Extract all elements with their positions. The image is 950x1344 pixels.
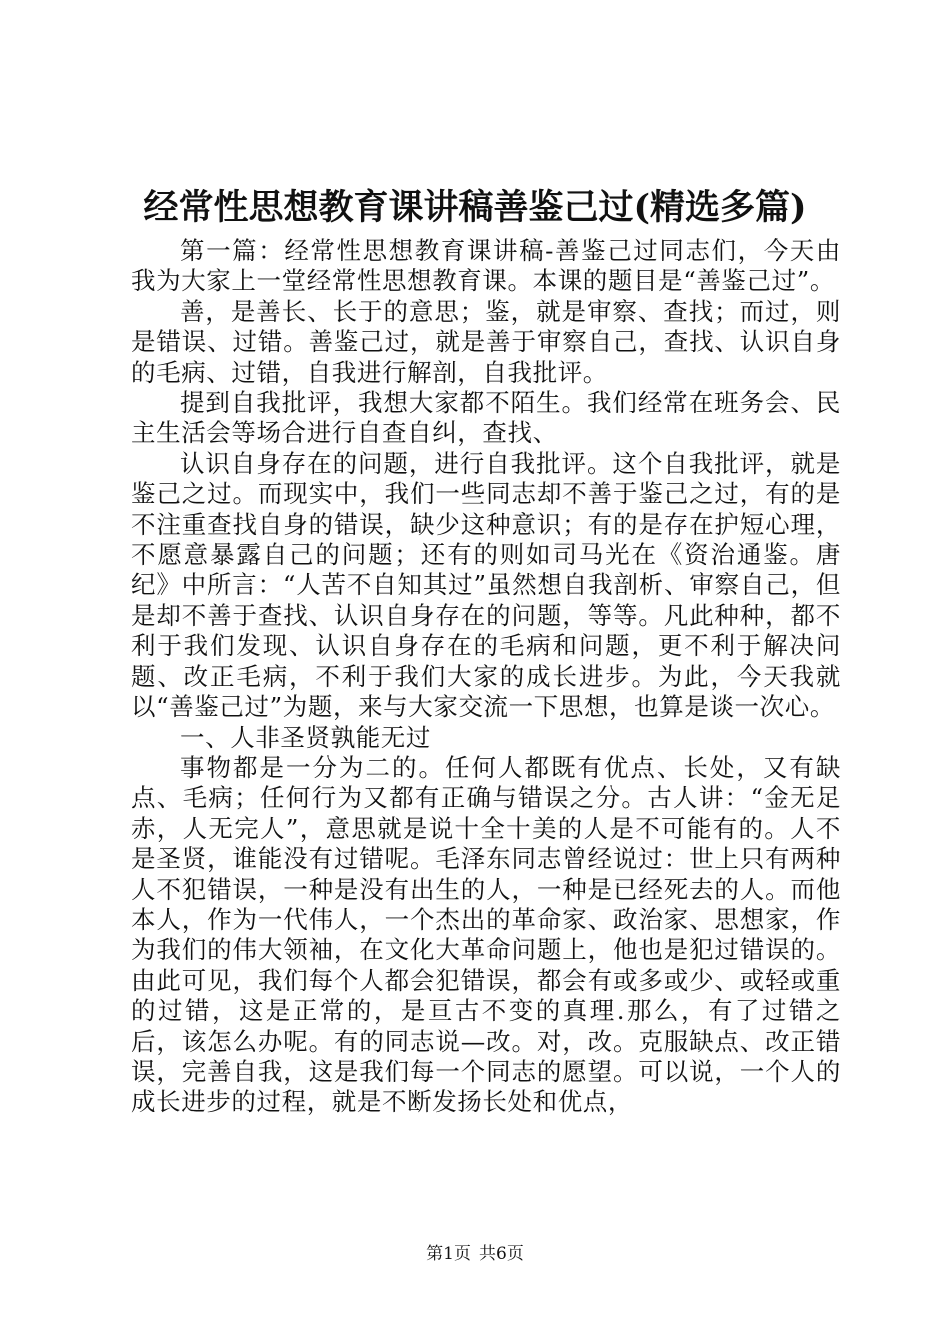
document-title: 经常性思想教育课讲稿善鉴己过(精选多篇) xyxy=(143,187,807,228)
paragraph: 事物都是一分为二的。任何人都既有优点、长处，又有缺点、毛病；任何行为又都有正确与错误之分。古人讲：“金无足赤，人无完人”，意思就是说十全十美的人是不可能有的。人不是圣贤，谁能没有过错呢。毛泽东同志曾经说过：世上只有两种人不犯错误，一种是没有出生的人，一种是已经死去的人。而他本人，作为一代伟人，一个杰出的革命家、政治家、思想家，作为我们的伟大领袖，在文化大革命问题上，他也是犯过错误的。由此可见，我们每个人都会犯错误，都会有或多或少、或轻或重的过错，这是正常的，是亘古不变的真理.那么，有了过错之后，该怎么办呢。有的同志说—改。对，改。克服缺点、改正错误，完善自我，这是我们每一个同志的愿望。可以说，一个人的成长进步的过程，就是不断发扬长处和优点， xyxy=(131,752,841,1117)
page-total: 共6页 xyxy=(479,1244,524,1264)
paragraph: 认识自身存在的问题，进行自我批评。这个自我批评，就是鉴己之过。而现实中，我们一些同志却不善于鉴己之过，有的是不注重查找自身的错误，缺少这种意识；有的是存在护短心理，不愿意暴露自己的问题；还有的则如司马光在《资治通鉴。唐纪》中所言：“人苦不自知其过”虽然想自我剖析、审察自己，但是却不善于查找、认识自身存在的问题，等等。凡此种种，都不利于我们发现、认识自身存在的毛病和问题，更不利于解决问题、改正毛病，不利于我们大家的成长进步。为此，今天我就以“善鉴己过”为题，来与大家交流一下思想，也算是谈一次心。 xyxy=(131,448,841,722)
paragraph: 提到自我批评，我想大家都不陌生。我们经常在班务会、民主生活会等场合进行自查自纠，查找、 xyxy=(131,388,841,448)
paragraph: 善，是善长、长于的意思；鉴，就是审察、查找；而过，则是错误、过错。善鉴己过，就是善于审察自己，查找、认识自身的毛病、过错，自我进行解剖，自我批评。 xyxy=(131,296,841,387)
page-footer xyxy=(0,1243,950,1265)
page-number: 第1页 xyxy=(426,1244,471,1264)
paragraph: 第一篇：经常性思想教育课讲稿-善鉴己过同志们，今天由我为大家上一堂经常性思想教育课。本课的题目是“善鉴己过”。 xyxy=(131,236,841,296)
document-body xyxy=(131,236,841,1118)
section-heading: 一、人非圣贤孰能无过 xyxy=(180,722,431,752)
